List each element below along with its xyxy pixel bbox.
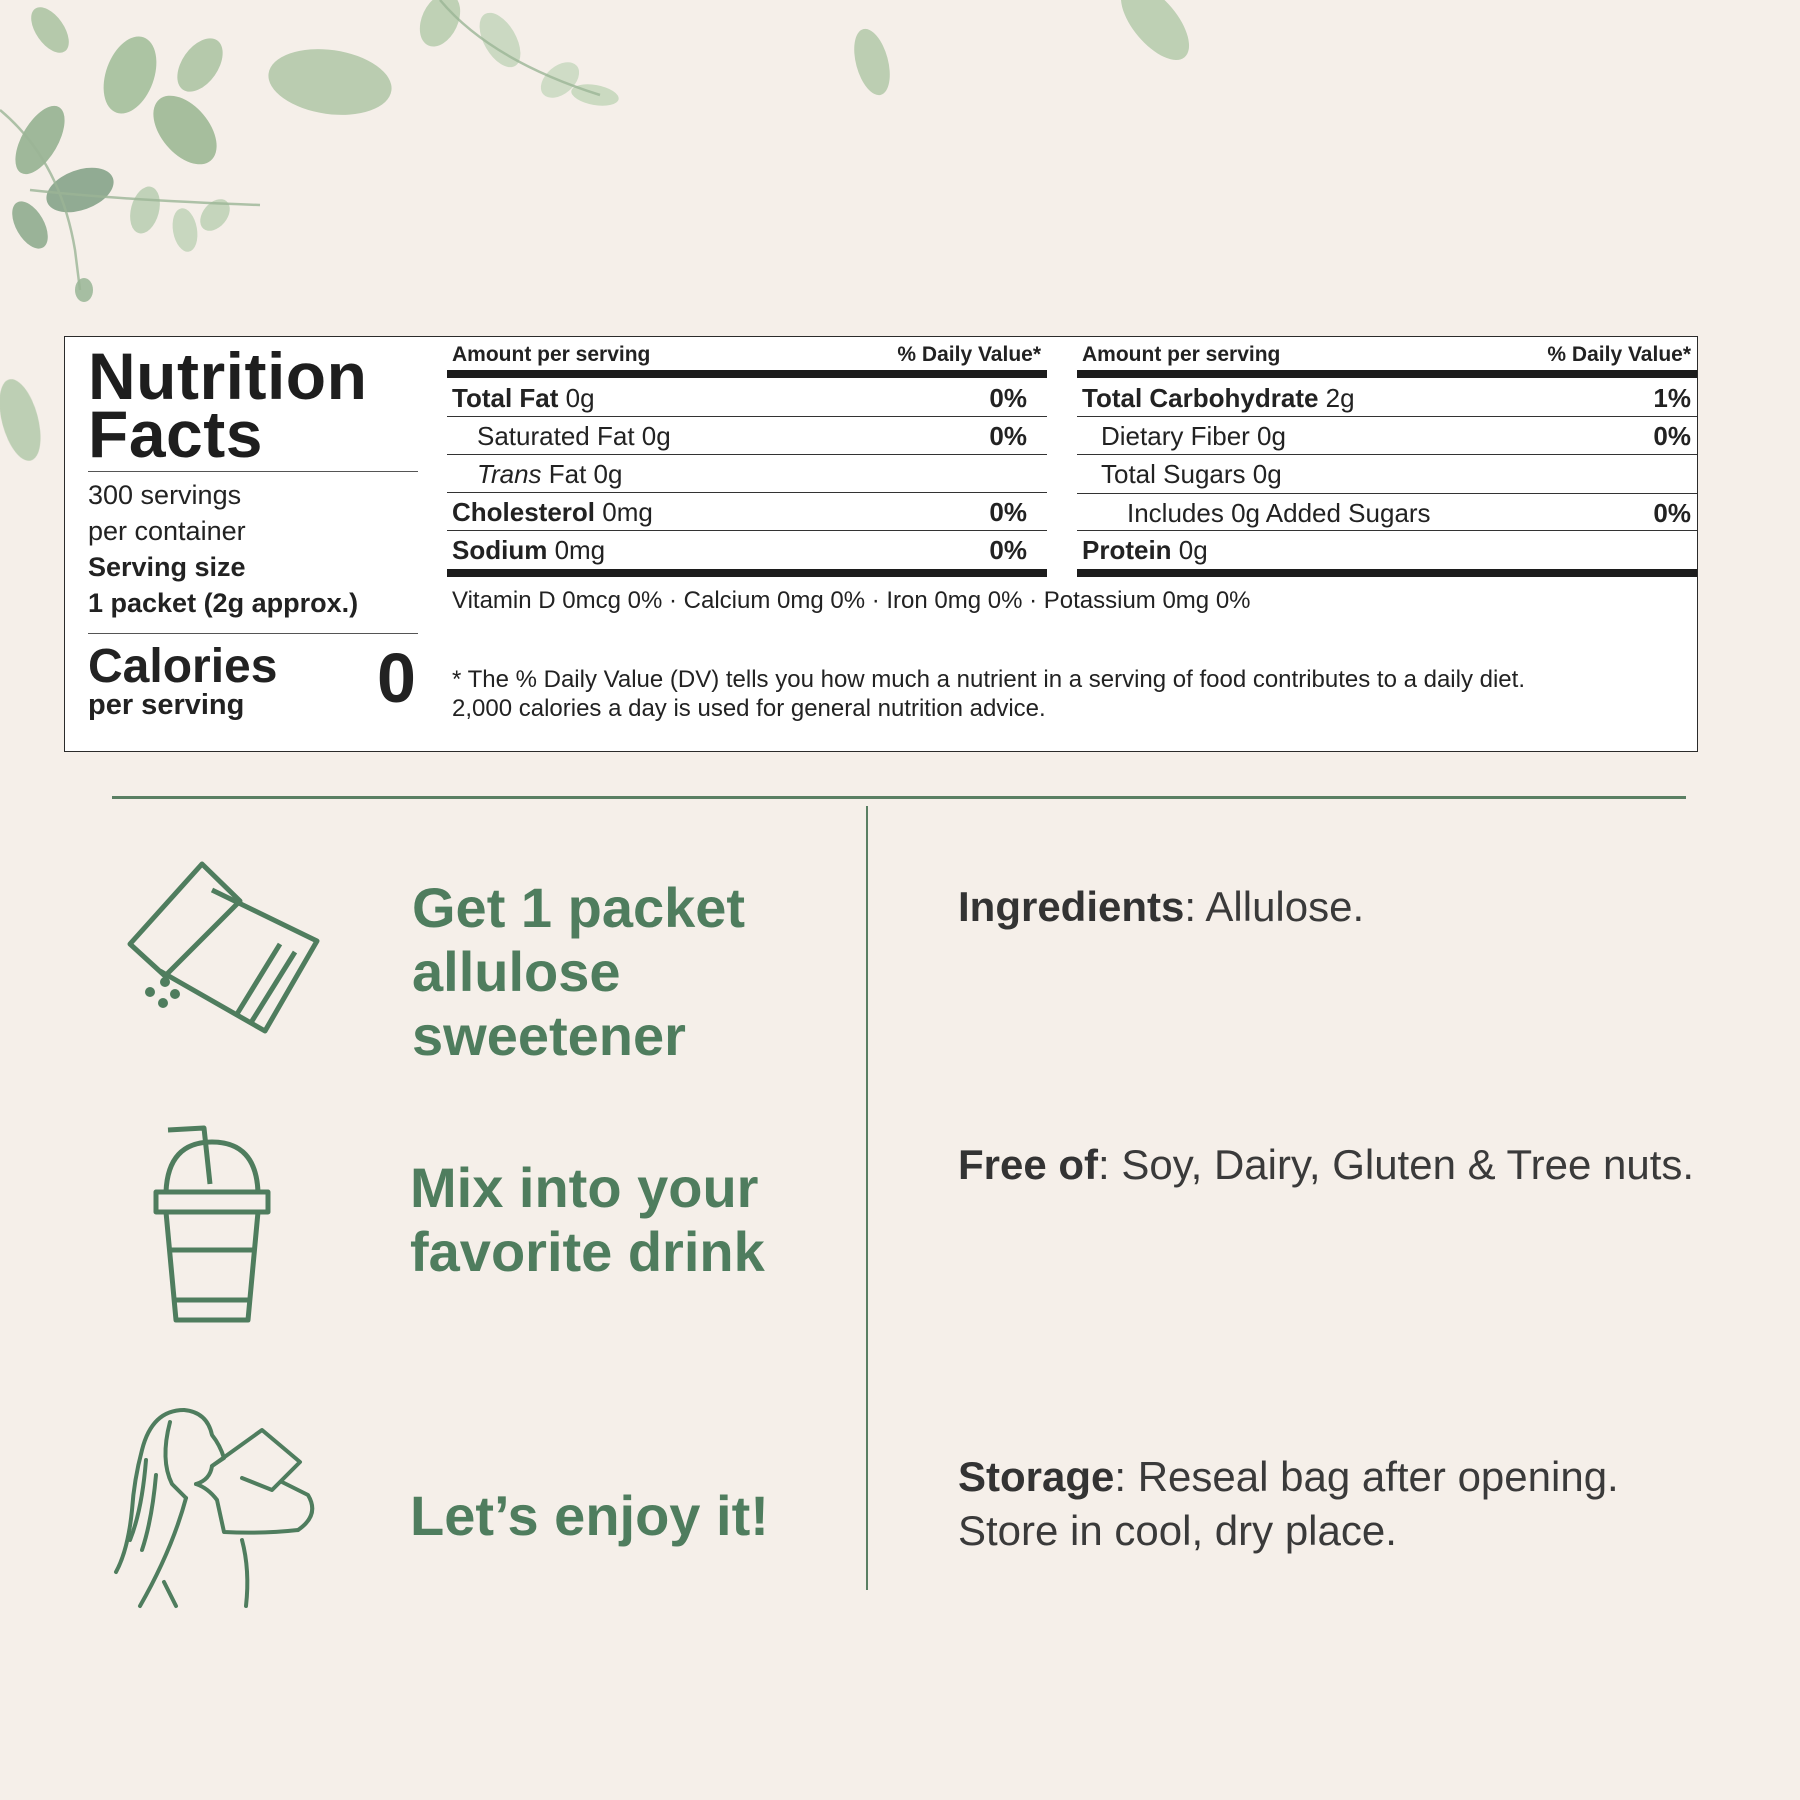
thick-rule [1077, 569, 1697, 577]
column-header [452, 343, 1041, 369]
free-of-value: : Soy, Dairy, Gluten & Tree nuts. [1098, 1141, 1695, 1188]
free-of-info [958, 1138, 1698, 1192]
servings-per-container: per container [88, 516, 246, 546]
nutrition-title [88, 339, 368, 471]
nutrition-title-line1: Nutrition [88, 339, 368, 413]
ingredients-label: Ingredients [958, 883, 1185, 930]
nutrient-row-total-carbohydrate: Total Carbohydrate 2g 1% [1077, 379, 1697, 417]
thick-rule [447, 569, 1047, 577]
daily-value-header: % Daily Value* [1547, 343, 1691, 366]
vitamins-line: Vitamin D 0mcg 0% · Calcium 0mg 0% · Iron 0mg 0% · Potassium 0mg 0% [452, 587, 1251, 614]
divider [88, 633, 418, 634]
ingredients-value: : Allulose. [1184, 883, 1365, 930]
nutrient-row-cholesterol: Cholesterol 0mg 0% [447, 493, 1047, 531]
section-divider [112, 796, 1686, 799]
calories-label: Calories [88, 640, 278, 693]
thick-rule [1077, 370, 1697, 378]
step-get-packet [412, 876, 832, 1068]
amount-header: Amount per serving [452, 343, 651, 366]
servings-info [88, 477, 358, 621]
step-text: favorite drink [410, 1220, 765, 1283]
daily-value-header: % Daily Value* [897, 343, 1041, 366]
storage-info [958, 1450, 1718, 1558]
serving-size-value: 1 packet (2g approx.) [88, 588, 359, 618]
nutrient-row-total-fat: Total Fat 0g 0% [447, 379, 1047, 417]
step-mix-drink [410, 1156, 850, 1284]
step-text: Mix into your [410, 1156, 759, 1219]
nutrient-row-trans-fat: Trans Fat 0g [447, 455, 1047, 493]
nutrition-facts-panel [64, 336, 1698, 752]
calories-value: 0 [377, 639, 416, 717]
step-text: allulose [412, 940, 621, 1003]
daily-value-footnote [452, 665, 1672, 723]
step-enjoy [410, 1484, 850, 1548]
footnote-line2: 2,000 calories a day is used for general nutrition advice. [452, 695, 1046, 722]
ingredients-info [958, 880, 1698, 934]
drink-cup-icon [148, 1120, 278, 1325]
divider [88, 471, 418, 472]
step-text: sweetener [412, 1004, 686, 1067]
footnote-line1: * The % Daily Value (DV) tells you how much a nutrient in a serving of food contributes to a daily diet. [452, 666, 1525, 693]
nutrient-row-total-sugars: Total Sugars 0g [1101, 459, 1282, 489]
serving-size-label: Serving size [88, 552, 246, 582]
storage-value: : Reseal bag after opening. Store in cool, dry place. [958, 1453, 1619, 1554]
step-text: Get 1 packet [412, 876, 746, 939]
calories-per-serving: per serving [88, 689, 245, 721]
nutrient-row-saturated-fat: Saturated Fat 0g 0% [447, 417, 1047, 455]
step-text: Let’s enjoy it! [410, 1484, 769, 1547]
servings-count: 300 servings [88, 480, 242, 510]
amount-header: Amount per serving [1082, 343, 1281, 366]
nutrient-row-dietary-fiber: Dietary Fiber 0g 0% [1077, 417, 1697, 455]
nutrition-title-line2: Facts [88, 397, 263, 471]
woman-drinking-icon [112, 1400, 352, 1610]
thick-rule [447, 370, 1047, 378]
nutrient-row-sodium: Sodium 0mg 0% [452, 535, 1027, 565]
free-of-label: Free of [958, 1141, 1099, 1188]
storage-label: Storage [958, 1453, 1115, 1500]
column-divider [866, 806, 868, 1590]
nutrient-row-added-sugars: Includes 0g Added Sugars 0% [1077, 493, 1697, 531]
nutrient-row-protein: Protein 0g [1082, 535, 1208, 565]
column-header [1082, 343, 1691, 369]
packet-pour-icon [120, 856, 330, 1036]
